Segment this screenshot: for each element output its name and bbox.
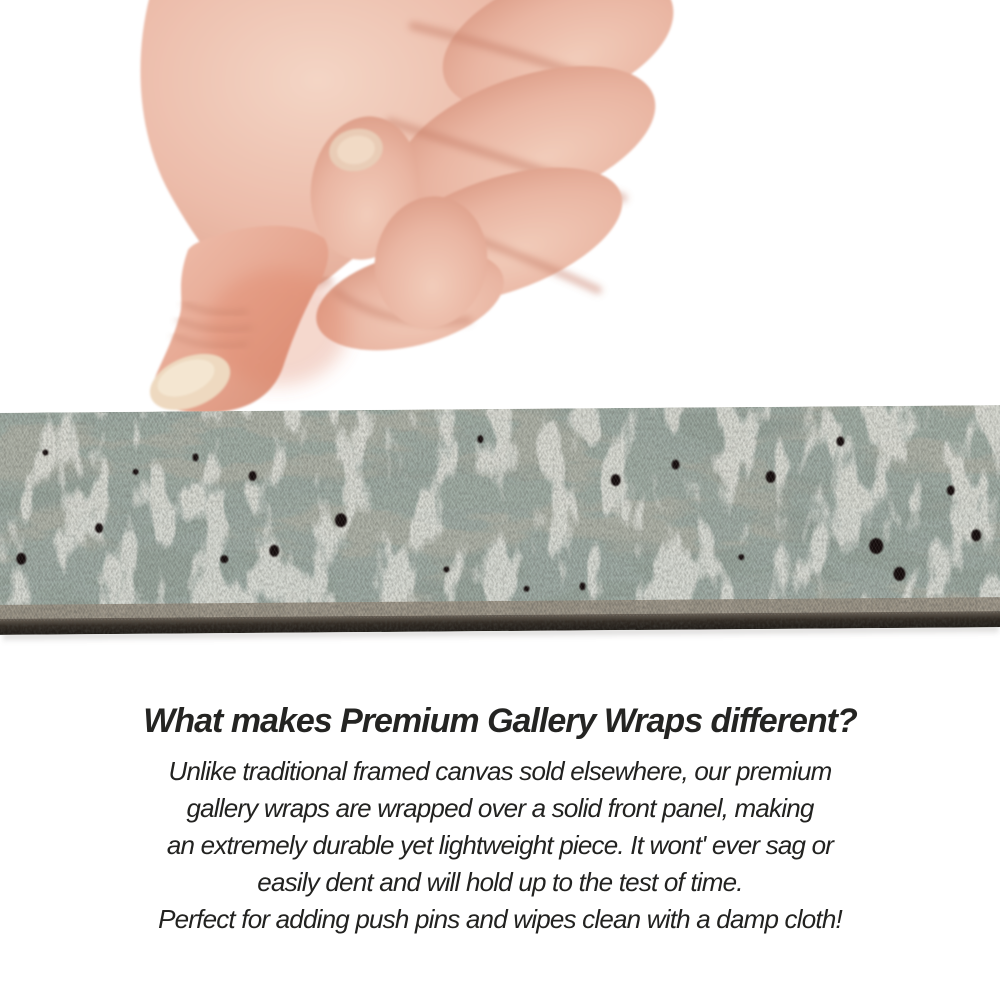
caption-line: gallery wraps are wrapped over a solid front panel, making [186,793,814,823]
caption-line: easily dent and will hold up to the test of time. [257,867,743,897]
canvas-strip-image [0,405,1000,635]
caption-block [50,699,950,938]
caption-heading: What makes Premium Gallery Wraps different? [143,702,857,740]
caption-line: an extremely durable yet lightweight piece. It wont' ever sag or [166,830,834,860]
hand-image [128,0,698,422]
caption-line: Perfect for adding push pins and wipes clean with a damp cloth! [158,904,842,934]
caption-line: Unlike traditional framed canvas sold elsewhere, our premium [168,756,832,786]
canvas-weave-overlay [0,405,1000,621]
